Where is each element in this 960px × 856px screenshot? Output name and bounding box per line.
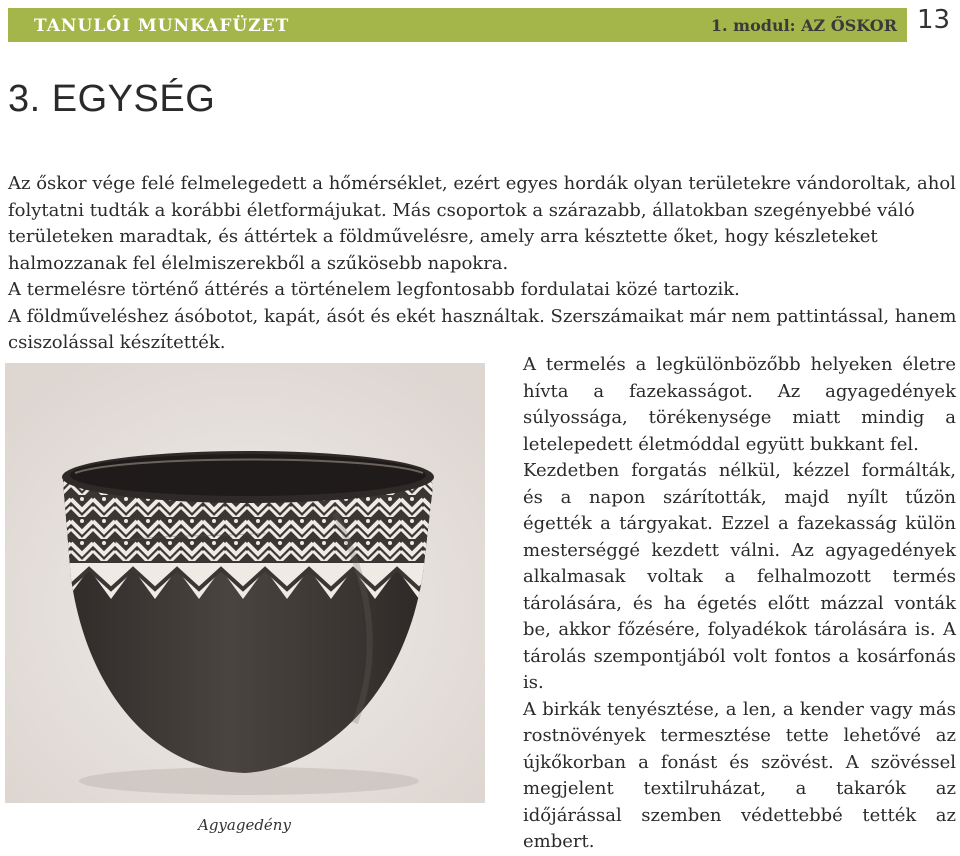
side-paragraph: A birkák tenyésztése, a len, a kender vagy más rostnövények termesztése tette lehetővé az újkőkorban a fonást és szövést. A szövéssel megjelent textilruházat, a takarók az időjárással szemben védettebbé tették az embert. [523, 698, 956, 852]
intro-paragraph: Az őskor vége felé felmelegedett a hőmérséklet, ezért egyes hordák olyan területekre vándoroltak, ahol folytatni tudták a korábbi életformájukat. Más csoportok a szárazabb, állatokban szegényebbé váló területeken maradtak, és áttértek a földművelésre, amely arra késztette őket, hogy készleteket halmozzanak fel élelmiszerekből a szűkösebb napokra. [8, 173, 956, 274]
clay-pot-photo [5, 363, 485, 803]
side-text [523, 352, 956, 856]
side-paragraph: Kezdetben forgatás nélkül, kézzel formálták, és a napon szárították, majd nyílt tűzön égették a tárgyakat. Ezzel a fazekasság külön mesterséggé kezdett válni. Az agyagedények alkalmasak voltak a felhalmozott termés tárolására, és ha égetés előtt mázzal vonták be, akkor főzésére, folyadékok tárolására is. A tárolás szempontjából volt fontos a kosárfonás is. [523, 460, 956, 693]
clay-pot-illustration [5, 363, 485, 803]
header-bar [8, 8, 907, 42]
side-paragraph: A termelés a legkülönbözőbb helyeken életre hívta a fazekasságot. Az agyagedények súlyossága, törékenysége miatt mindig a letelepedett életmóddal együtt bukkant fel. [523, 354, 956, 455]
intro-text [8, 171, 960, 357]
workbook-title: TANULÓI MUNKAFÜZET [34, 16, 290, 36]
intro-paragraph: A termelésre történő áttérés a történelem legfontosabb fordulatai közé tartozik. [8, 279, 740, 300]
page-number: 13 [917, 5, 951, 35]
module-title: 1. modul: AZ ŐSKOR [710, 16, 897, 35]
photo-caption: Agyagedény [198, 816, 291, 834]
intro-paragraph: A földműveléshez ásóbotot, kapát, ásót és ekét használtak. Szerszámaikat már nem pattintással, hanem csiszolással készítették. [8, 305, 957, 353]
unit-title: 3. EGYSÉG [8, 78, 216, 120]
